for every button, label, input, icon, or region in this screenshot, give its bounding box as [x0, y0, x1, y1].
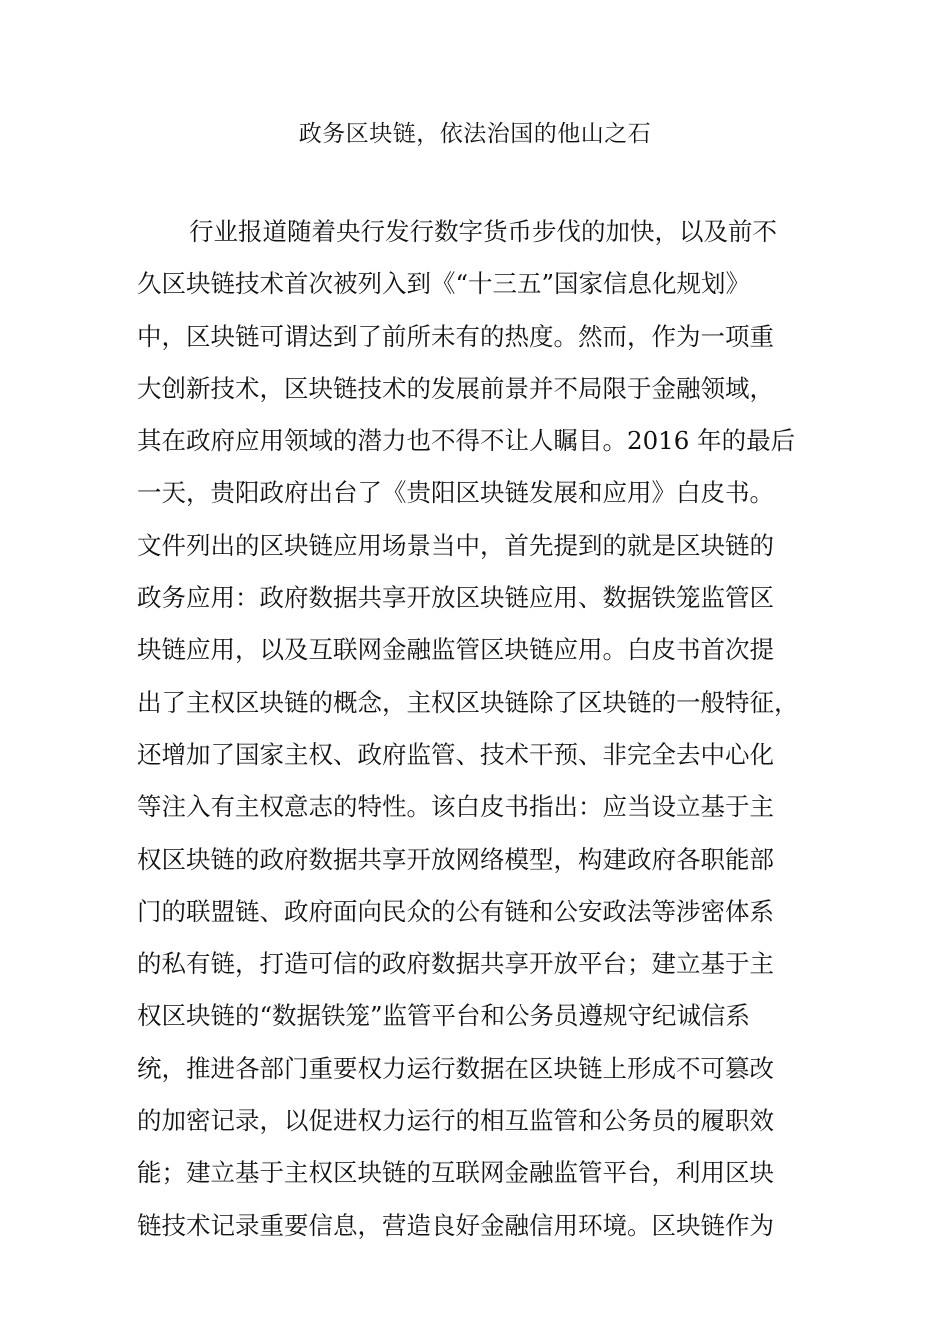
paragraph-line: 门的联盟链、政府面向民众的公有链和公安政法等涉密体系	[137, 896, 774, 926]
paragraph-line: 权区块链的政府数据共享开放网络模型，构建政府各职能部	[137, 844, 774, 874]
paragraph-line: 的私有链，打造可信的政府数据共享开放平台；建立基于主	[137, 949, 774, 979]
document-title: 政务区块链，依法治国的他山之石	[298, 121, 652, 147]
paragraph-line: 等注入有主权意志的特性。该白皮书指出：应当设立基于主	[137, 792, 774, 822]
paragraph-line: 政务应用：政府数据共享开放区块链应用、数据铁笼监管区	[137, 583, 774, 613]
paragraph-line: 的加密记录，以促进权力运行的相互监管和公务员的履职效	[137, 1106, 774, 1136]
paragraph-line: 权区块链的“数据铁笼”监管平台和公务员遵规守纪诚信系	[137, 1001, 751, 1031]
paragraph-line: 行业报道随着央行发行数字货币步伐的加快，以及前不	[189, 217, 777, 246]
paragraph-line: 能；建立基于主权区块链的互联网金融监管平台，利用区块	[137, 1158, 774, 1188]
paragraph-line: 还增加了国家主权、政府监管、技术干预、非完全去中心化	[137, 739, 774, 769]
paragraph-line: 中，区块链可谓达到了前所未有的热度。然而，作为一项重	[137, 321, 774, 351]
paragraph-line: 大创新技术，区块链技术的发展前景并不局限于金融领域，	[137, 373, 774, 403]
paragraph-line: 其在政府应用领域的潜力也不得不让人瞩目。2016 年的最后	[137, 426, 796, 456]
paragraph-line: 块链应用，以及互联网金融监管区块链应用。白皮书首次提	[137, 635, 774, 665]
body-paragraph	[137, 206, 813, 1252]
paragraph-line: 统，推进各部门重要权力运行数据在区块链上形成不可篡改	[137, 1053, 774, 1083]
paragraph-line: 久区块链技术首次被列入到《“十三五”国家信息化规划》	[137, 269, 751, 299]
paragraph-line: 链技术记录重要信息，营造良好金融信用环境。区块链作为	[137, 1210, 774, 1240]
paragraph-line: 文件列出的区块链应用场景当中，首先提到的就是区块链的	[137, 530, 774, 560]
paragraph-line: 一天，贵阳政府出台了《贵阳区块链发展和应用》白皮书。	[137, 478, 774, 508]
paragraph-line: 出了主权区块链的概念，主权区块链除了区块链的一般特征，	[137, 687, 799, 717]
